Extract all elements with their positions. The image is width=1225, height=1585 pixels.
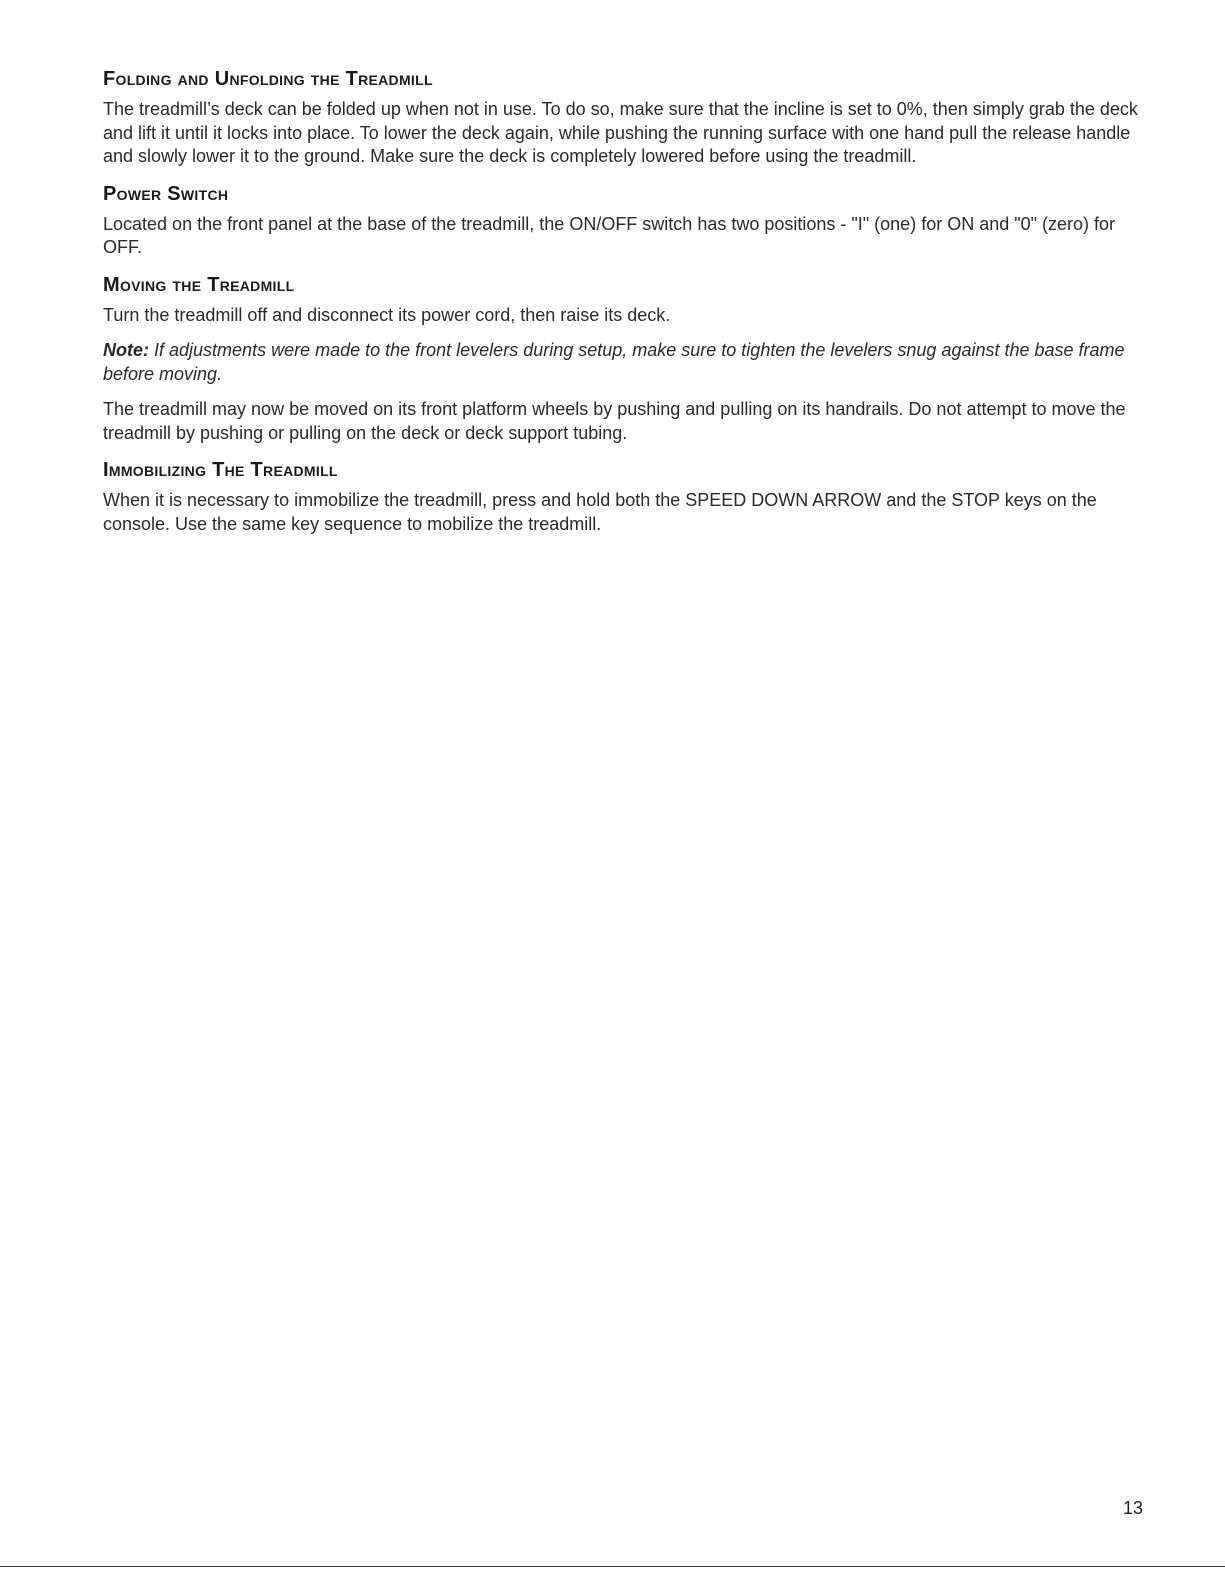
page-content xyxy=(103,66,1153,548)
note-paragraph xyxy=(103,339,1153,386)
note-label: Note: xyxy=(103,340,149,360)
body-paragraph: The treadmill may now be moved on its front platform wheels by pushing and pulling on its handrails. Do not attempt to move the treadmill by pushing or pulling on the deck or deck support tubing. xyxy=(103,399,1126,443)
section-folding xyxy=(103,66,1153,169)
section-heading: Power Switch xyxy=(103,182,229,205)
body-paragraph: When it is necessary to immobilize the treadmill, press and hold both the SPEED DOWN ARROW and the STOP keys on the console. Use the same key sequence to mobilize the treadmill. xyxy=(103,490,1097,534)
body-paragraph: The treadmill’s deck can be folded up when not in use. To do so, make sure that the incline is set to 0%, then simply grab the deck and lift it until it locks into place. To lower the deck again, while pushing the running surface with one hand pull the release handle and slowly lower it to the ground. Make sure the deck is completely lowered before using the treadmill. xyxy=(103,99,1138,166)
section-immobilizing xyxy=(103,457,1153,536)
section-heading: Folding and Unfolding the Treadmill xyxy=(103,68,433,90)
note-body: If adjustments were made to the front levelers during setup, make sure to tighten the levelers snug against the base frame before moving. xyxy=(103,340,1125,384)
footer-rule xyxy=(0,1566,1225,1567)
section-moving xyxy=(103,272,1153,446)
page-number: 13 xyxy=(1122,1498,1143,1518)
section-heading: Moving the Treadmill xyxy=(103,273,295,296)
section-power-switch xyxy=(103,181,1153,260)
body-paragraph: Turn the treadmill off and disconnect its power cord, then raise its deck. xyxy=(103,304,671,325)
body-paragraph: Located on the front panel at the base of the treadmill, the ON/OFF switch has two positions - "I" (one) for ON and "0" (zero) for OFF. xyxy=(103,213,1116,257)
section-heading: Immobilizing The Treadmill xyxy=(103,459,338,481)
